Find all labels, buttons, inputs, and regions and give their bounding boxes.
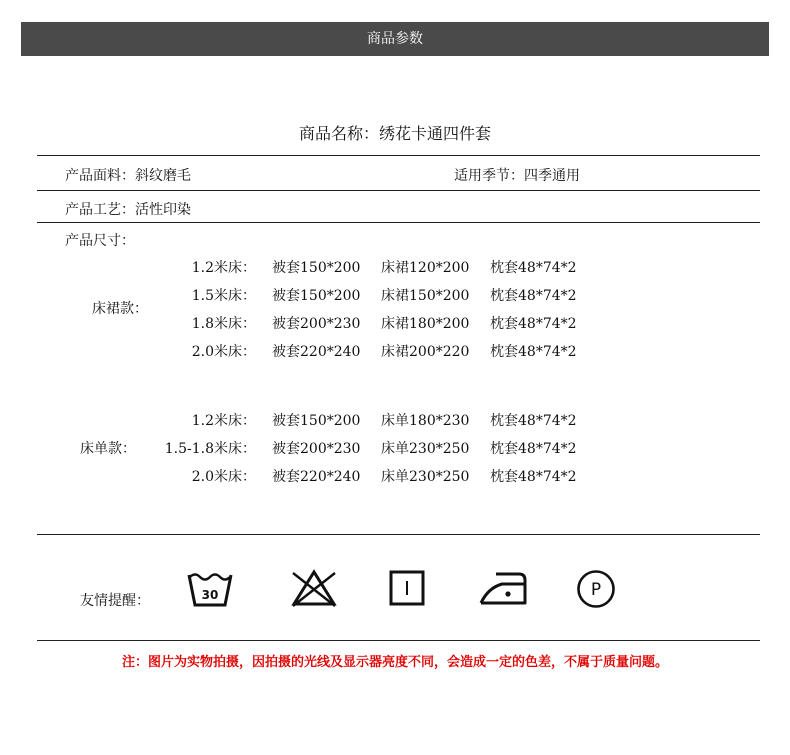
divider (37, 155, 760, 156)
size-row-cover: 被套150*200 (272, 288, 361, 304)
divider (37, 534, 760, 535)
size-row-sheet: 床单230*250 (381, 469, 470, 485)
size-row-cover: 被套200*230 (272, 316, 361, 332)
do-not-bleach-icon (290, 568, 338, 608)
header-bar (21, 22, 769, 56)
size-row-bed: 1.2米床： (191, 260, 256, 276)
size-row-pillow: 枕套48*74*2 (490, 288, 577, 304)
size-row-pillow: 枕套48*74*2 (490, 413, 577, 429)
disclaimer-note: 注：图片为实物拍摄，因拍摄的光线及显示器亮度不同，会造成一定的色差，不属于质量问题。 (121, 655, 668, 670)
size-row-cover: 被套220*240 (272, 469, 361, 485)
size-row-cover: 被套150*200 (272, 413, 361, 429)
size-row-sheet: 床单230*250 (381, 441, 470, 457)
fabric-value: 斜纹磨毛 (135, 168, 191, 184)
size-row-cover: 被套220*240 (272, 344, 361, 360)
dry-clean-p-icon (576, 569, 616, 609)
size-row-pillow: 枕套48*74*2 (490, 469, 577, 485)
size-row-pillow: 枕套48*74*2 (490, 260, 577, 276)
season-value: 四季通用 (524, 168, 580, 184)
product-name: 商品名称：绣花卡通四件套 (298, 124, 491, 143)
size-row-bed: 2.0米床： (191, 344, 256, 360)
season-label: 适用季节： (454, 168, 524, 184)
divider (37, 222, 760, 223)
size-row-pillow: 枕套48*74*2 (490, 441, 577, 457)
size-row-pillow: 枕套48*74*2 (490, 344, 577, 360)
size-row-bed: 1.5米床： (191, 288, 256, 304)
iron-icon (478, 570, 528, 606)
craft-row (65, 199, 191, 219)
size-row-sheet: 床裙200*220 (381, 344, 470, 360)
season-row (454, 165, 580, 185)
size-label: 产品尺寸： (65, 233, 135, 249)
divider (37, 190, 760, 191)
craft-label: 产品工艺： (65, 202, 135, 218)
size-row-cover: 被套150*200 (272, 260, 361, 276)
wash-temp-text: 30 (201, 588, 219, 602)
size-row-bed: 1.5-1.8米床： (164, 441, 256, 457)
size-row-bed: 2.0米床： (191, 469, 256, 485)
fabric-row (65, 165, 191, 185)
size-row-bed: 1.2米床： (191, 413, 256, 429)
size-row-sheet: 床裙150*200 (381, 288, 470, 304)
craft-value: 活性印染 (135, 202, 191, 218)
header-title: 商品参数 (367, 31, 423, 47)
wash-30-icon (187, 571, 233, 607)
care-label: 友情提醒： (80, 593, 150, 609)
divider (37, 640, 760, 641)
size-row-cover: 被套200*230 (272, 441, 361, 457)
flat-style-label: 床单款： (80, 441, 136, 457)
size-row-bed: 1.8米床： (191, 316, 256, 332)
skirt-style-label: 床裙款： (92, 301, 148, 317)
size-row-pillow: 枕套48*74*2 (490, 316, 577, 332)
fabric-label: 产品面料： (65, 168, 135, 184)
size-row-sheet: 床裙180*200 (381, 316, 470, 332)
svg-text:P: P (590, 580, 602, 600)
size-row-sheet: 床单180*230 (381, 413, 470, 429)
size-row-sheet: 床裙120*200 (381, 260, 470, 276)
tumble-dry-icon (389, 570, 425, 606)
